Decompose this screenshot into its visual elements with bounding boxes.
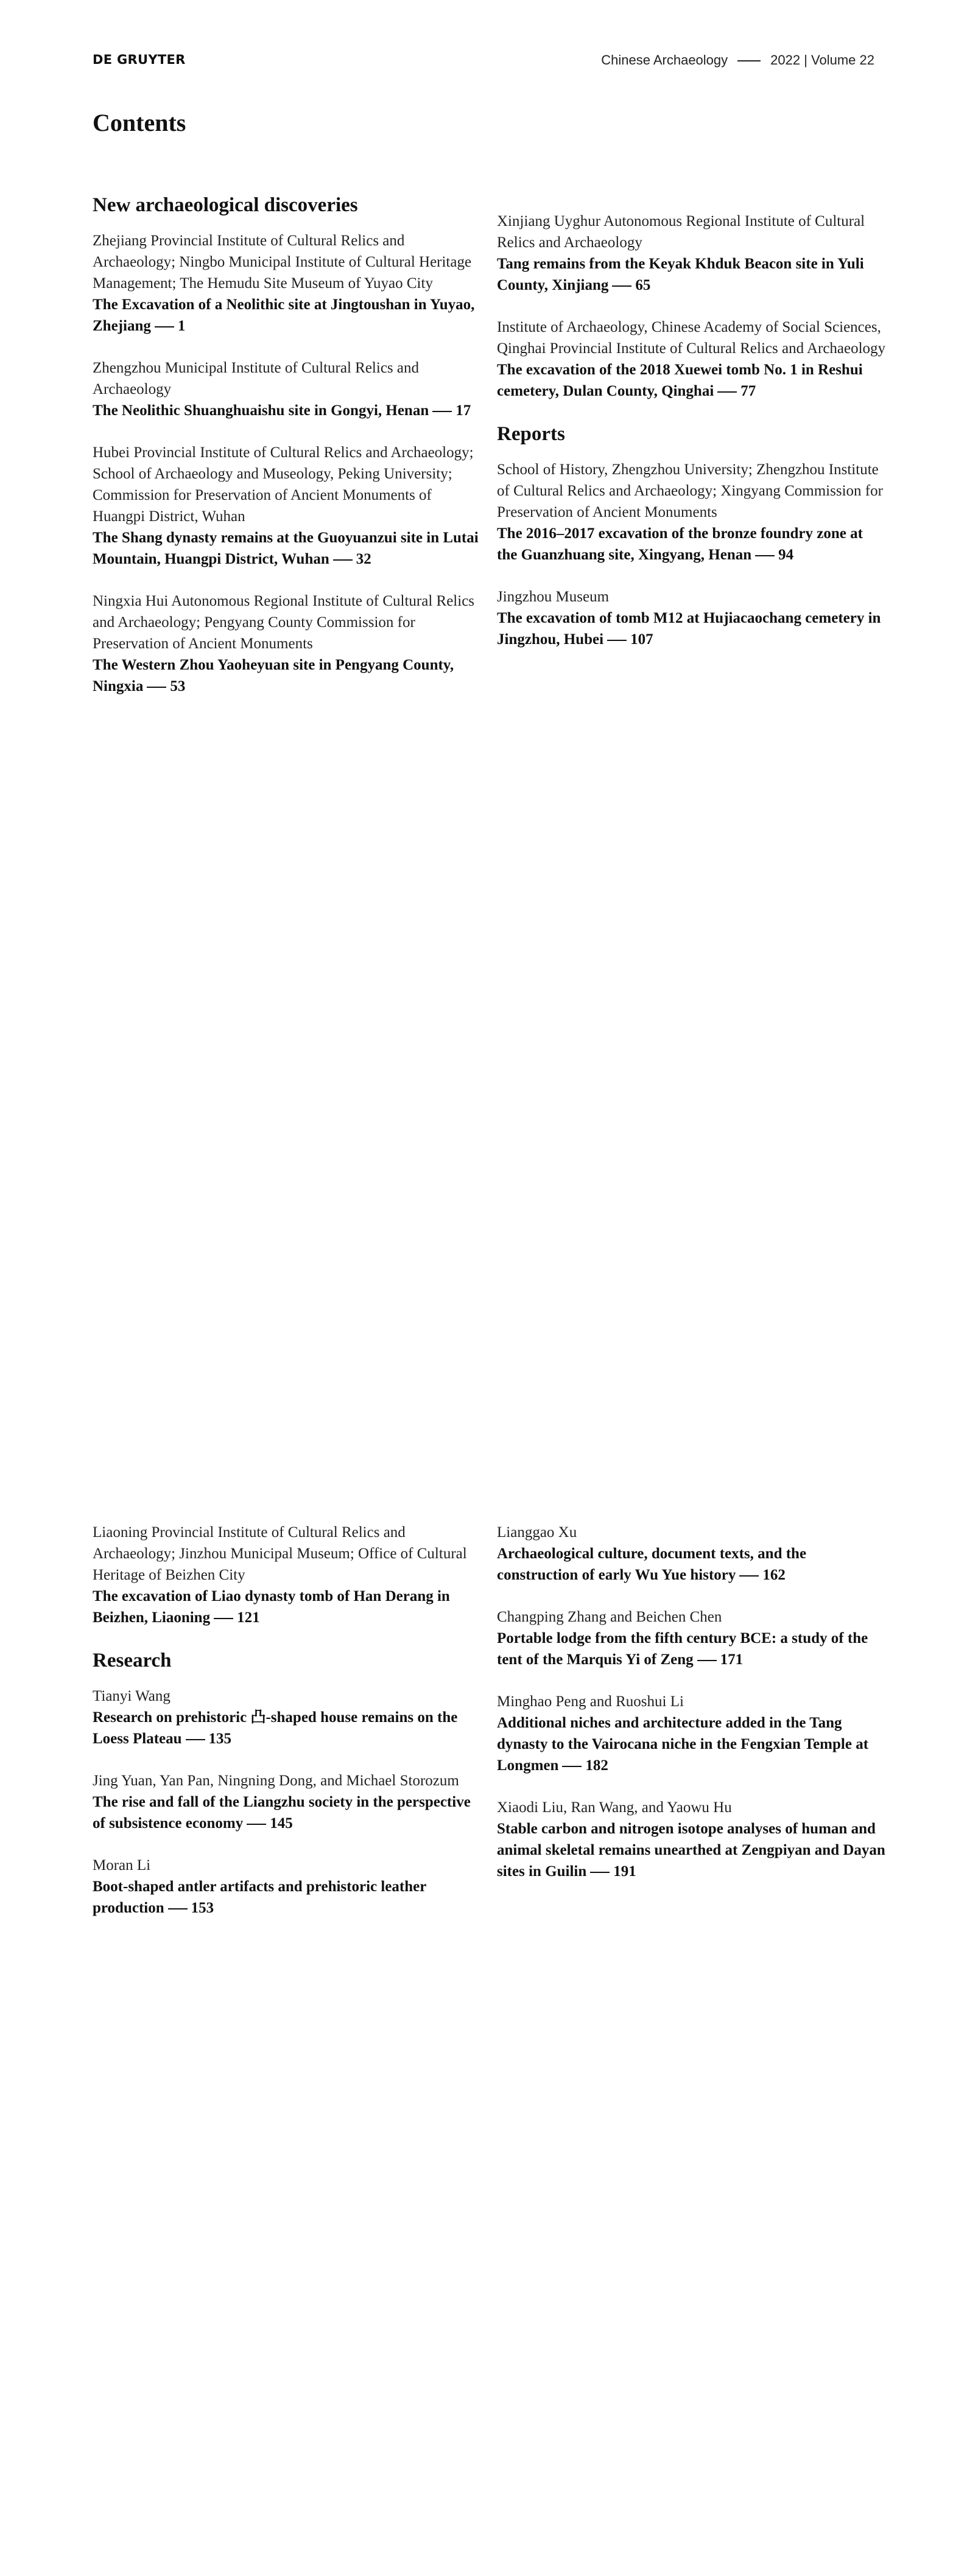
entry-title-line[interactable] xyxy=(93,1791,482,1834)
entry-title-line[interactable] xyxy=(93,527,482,570)
column-right-bottom xyxy=(497,1522,887,1903)
toc-entry xyxy=(93,1855,482,1919)
page-header xyxy=(93,50,874,74)
entry-page: 17 xyxy=(455,402,471,419)
section-heading-new-discoveries: New archaeological discoveries xyxy=(93,194,358,216)
entry-authors: Xiaodi Liu, Ran Wang, and Yaowu Hu xyxy=(497,1799,732,1816)
toc-entry xyxy=(497,211,887,296)
page-dash xyxy=(432,411,452,412)
issue-info: 2022 | Volume 22 xyxy=(770,52,874,68)
journal-name: Chinese Archaeology xyxy=(601,52,728,68)
contents-title: Contents xyxy=(93,109,186,136)
entry-title[interactable]: The rise and fall of the Liangzhu society in the perspective of subsistence economy xyxy=(93,1793,471,1832)
page-dash xyxy=(147,687,166,688)
page-dash xyxy=(739,1575,759,1577)
toc-entry xyxy=(497,1522,887,1586)
entry-title[interactable]: Additional niches and architecture added in the Tang dynasty to the Vairocana niche in the Fengxian Temple at Longmen xyxy=(497,1715,869,1774)
page-dash xyxy=(186,1739,205,1740)
entry-authors: Zhengzhou Municipal Institute of Cultural Relics and Archaeology xyxy=(93,359,419,397)
entry-authors: Hubei Provincial Institute of Cultural Relics and Archaeology; School of Archaeology and Museology, Peking University; Commission for Preservation of Ancient Monuments of Huangpi District, Wuhan xyxy=(93,444,474,525)
entry-page: 162 xyxy=(762,1567,786,1583)
entry-authors: Zhejiang Provincial Institute of Cultural Relics and Archaeology; Ningbo Municipal Institute of Cultural Heritage Management; The Hemudu Site Museum of Yuyao City xyxy=(93,232,472,292)
toc-entry xyxy=(93,590,482,697)
page-dash xyxy=(562,1766,582,1767)
entry-page: 171 xyxy=(720,1651,744,1668)
header-dash xyxy=(737,60,761,61)
entry-page: 1 xyxy=(177,317,186,334)
entry-authors: Ningxia Hui Autonomous Regional Institute of Cultural Relics and Archaeology; Pengyang County Commission for Preservation of Ancient Monuments xyxy=(93,592,475,652)
entry-authors: School of History, Zhengzhou University; Zhengzhou Institute of Cultural Relics and Archaeology; Xingyang Commission for Preservation of Ancient Monuments xyxy=(497,461,883,520)
toc-entry xyxy=(497,1606,887,1670)
entry-authors: Tianyi Wang xyxy=(93,1687,171,1704)
page-dash xyxy=(590,1872,610,1873)
entry-page: 94 xyxy=(778,546,794,563)
entry-title-line[interactable] xyxy=(497,359,887,402)
entry-title-line[interactable] xyxy=(497,607,887,650)
page-dash xyxy=(168,1908,188,1909)
column-left-bottom xyxy=(93,1522,482,1939)
entry-title-line[interactable] xyxy=(497,1543,887,1586)
entry-authors: Changping Zhang and Beichen Chen xyxy=(497,1609,722,1625)
toc-entry xyxy=(497,459,887,565)
section-heading-reports: Reports xyxy=(497,423,565,445)
entry-title-line[interactable] xyxy=(497,1818,887,1882)
entry-title-line[interactable] xyxy=(93,654,482,697)
entry-page: 53 xyxy=(170,677,186,695)
entry-title[interactable]: The 2016–2017 excavation of the bronze foundry zone at the Guanzhuang site, Xingyang, Henan xyxy=(497,525,863,563)
column-right-top xyxy=(497,211,887,671)
entry-title-line[interactable] xyxy=(93,1707,482,1749)
toc-entry xyxy=(497,1691,887,1776)
entry-title-line[interactable] xyxy=(497,1628,887,1670)
entry-title-line[interactable] xyxy=(497,253,887,296)
entry-page: 107 xyxy=(630,631,653,648)
entry-page: 191 xyxy=(613,1863,636,1880)
entry-title[interactable]: Research on prehistoric 凸-shaped house remains on the Loess Plateau xyxy=(93,1709,458,1747)
entry-title-line[interactable] xyxy=(497,523,887,565)
entry-title[interactable]: Portable lodge from the fifth century BCE: a study of the tent of the Marquis Yi of Zeng xyxy=(497,1630,868,1668)
entry-title[interactable]: The Western Zhou Yaoheyuan site in Pengyang County, Ningxia xyxy=(93,656,454,695)
entry-title[interactable]: Stable carbon and nitrogen isotope analyses of human and animal skeletal remains unearthed at Zengpiyan and Dayan sites in Guilin xyxy=(497,1821,885,1880)
entry-page: 145 xyxy=(270,1815,293,1832)
page-dash xyxy=(607,640,627,641)
entry-title[interactable]: Tang remains from the Keyak Khduk Beacon site in Yuli County, Xinjiang xyxy=(497,256,864,293)
toc-entry xyxy=(497,586,887,650)
entry-authors: Institute of Archaeology, Chinese Academy of Social Sciences, Qinghai Provincial Institute of Cultural Relics and Archaeology xyxy=(497,319,886,357)
toc-entry xyxy=(93,230,482,337)
toc-entry xyxy=(93,357,482,421)
toc-entry xyxy=(93,1685,482,1749)
page-dash xyxy=(333,559,353,561)
entry-page: 153 xyxy=(191,1899,214,1916)
entry-authors: Jing Yuan, Yan Pan, Ningning Dong, and Michael Storozum xyxy=(93,1772,459,1789)
entry-page: 135 xyxy=(208,1730,232,1747)
entry-authors: Minghao Peng and Ruoshui Li xyxy=(497,1693,684,1710)
entry-authors: Jingzhou Museum xyxy=(497,588,610,605)
entry-title[interactable]: The Shang dynasty remains at the Guoyuanzui site in Lutai Mountain, Huangpi District, Wuhan xyxy=(93,529,479,567)
entry-page: 77 xyxy=(740,383,756,399)
entry-title-line[interactable] xyxy=(93,1876,482,1919)
entry-page: 32 xyxy=(356,550,371,567)
toc-entry xyxy=(93,1770,482,1834)
journal-info xyxy=(601,52,874,68)
entry-authors: Xinjiang Uyghur Autonomous Regional Institute of Cultural Relics and Archaeology xyxy=(497,213,865,251)
page-dash xyxy=(697,1660,717,1661)
column-left-top xyxy=(93,194,482,718)
section-heading-research: Research xyxy=(93,1650,172,1671)
entry-title[interactable]: The excavation of Liao dynasty tomb of Han Derang in Beizhen, Liaoning xyxy=(93,1588,450,1626)
entry-authors: Moran Li xyxy=(93,1857,151,1874)
entry-title-line[interactable] xyxy=(93,294,482,337)
entry-title[interactable]: Archaeological culture, document texts, and the construction of early Wu Yue history xyxy=(497,1545,807,1583)
entry-title-line[interactable] xyxy=(93,400,482,421)
page-dash xyxy=(755,555,775,556)
entry-title-line[interactable] xyxy=(93,1586,482,1628)
entry-authors: Liaoning Provincial Institute of Cultural Relics and Archaeology; Jinzhou Municipal Museum; Office of Cultural Heritage of Beizhen City xyxy=(93,1524,467,1583)
entry-title[interactable]: The Neolithic Shuanghuaishu site in Gongyi, Henan xyxy=(93,402,429,419)
toc-entry xyxy=(93,442,482,570)
entry-page: 65 xyxy=(635,277,651,293)
entry-title[interactable]: The excavation of the 2018 Xuewei tomb No. 1 in Reshui cemetery, Dulan County, Qinghai xyxy=(497,362,863,399)
toc-entry xyxy=(497,1797,887,1882)
page-dash xyxy=(247,1824,266,1825)
page-dash xyxy=(717,391,737,393)
publisher-logo: DE GRUYTER xyxy=(93,52,186,67)
entry-title[interactable]: The excavation of tomb M12 at Hujiacaochang cemetery in Jingzhou, Hubei xyxy=(497,609,881,648)
entry-page: 121 xyxy=(237,1609,260,1626)
page-dash xyxy=(214,1618,233,1619)
page-dash xyxy=(612,285,631,287)
toc-entry xyxy=(497,317,887,402)
entry-title-line[interactable] xyxy=(497,1712,887,1776)
entry-authors: Lianggao Xu xyxy=(497,1524,577,1541)
entry-title[interactable]: Boot-shaped antler artifacts and prehistoric leather production xyxy=(93,1878,426,1916)
toc-entry xyxy=(93,1522,482,1628)
page-dash xyxy=(155,326,174,327)
entry-title[interactable]: The Excavation of a Neolithic site at Jingtoushan in Yuyao, Zhejiang xyxy=(93,296,475,334)
entry-page: 182 xyxy=(585,1757,608,1774)
